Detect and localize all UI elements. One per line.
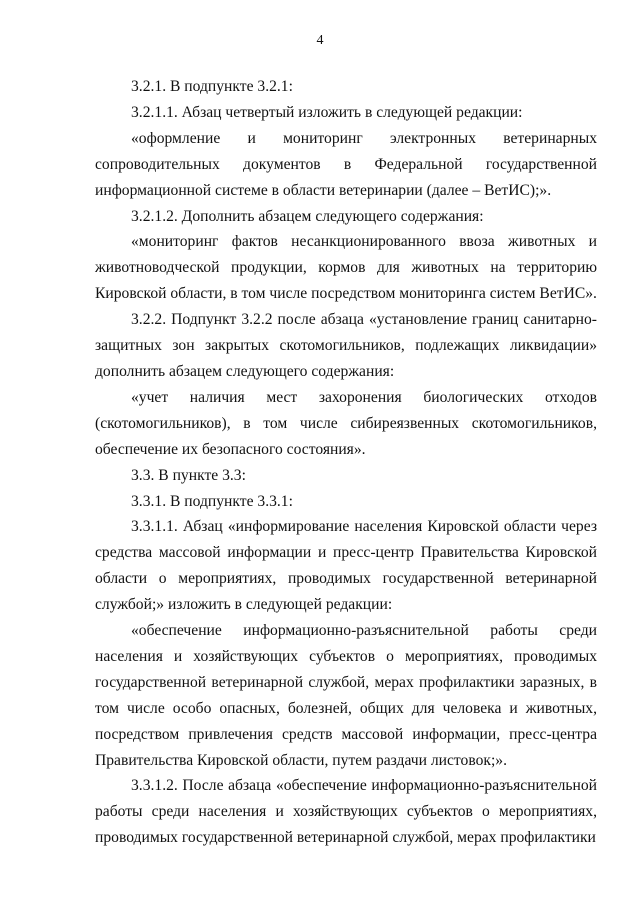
paragraph-quote-monitoring: «мониторинг фактов несанкционированного ввоза животных и животноводческой продукции, кормов для животных на территорию Кировской области, в том числе посредством мониторинга систем ВетИС». [95, 233, 597, 303]
document-body [95, 74, 597, 851]
paragraph-3-2-1: 3.2.1. В подпункте 3.2.1: [131, 78, 293, 95]
paragraph-3-3-1-1: 3.3.1.1. Абзац «информирование населения Кировской области через средства массовой информации и пресс-центр Правительства Кировской области о мероприятиях, проводимых государственной ветеринарной службой;» изложить в следующей редакции: [95, 518, 597, 614]
paragraph-quote-outreach: «обеспечение информационно-разъяснительной работы среди населения и хозяйствующих субъектов о мероприятиях, проводимых государственной ветеринарной службой, мерах профилактики заразных, в том числе особо опасных, болезней, общих для человека и животных, посредством привлечения средств массовой информации, пресс-центра Правительства Кировской области, путем раздачи листовок;». [95, 622, 597, 769]
paragraph-quote-burial: «учет наличия мест захоронения биологических отходов (скотомогильников), в том числе сибиреязвенных скотомогильников, обеспечение их безопасного состояния». [95, 388, 597, 458]
paragraph-quote-vetis: «оформление и мониторинг электронных ветеринарных сопроводительных документов в Федеральной государственной информационной системе в области ветеринарии (далее – ВетИС);». [95, 129, 597, 199]
paragraph-3-2-1-1: 3.2.1.1. Абзац четвертый изложить в следующей редакции: [131, 103, 523, 121]
paragraph-3-2-1-2: 3.2.1.2. Дополнить абзацем следующего содержания: [131, 207, 484, 225]
paragraph-3-3-1-2: 3.3.1.2. После абзаца «обеспечение информационно-разъяснительной работы среди населения и хозяйствующих субъектов о мероприятиях, проводимых государственной ветеринарной службой, мерах профилактики [95, 777, 597, 847]
paragraph-3-3-1: 3.3.1. В подпункте 3.3.1: [131, 492, 293, 510]
paragraph-3-3: 3.3. В пункте 3.3: [131, 466, 246, 484]
paragraph-3-2-2: 3.2.2. Подпункт 3.2.2 после абзаца «установление границ санитарно-защитных зон закрытых скотомогильников, подлежащих ликвидации» дополнить абзацем следующего содержания: [95, 311, 597, 380]
page-number: 4 [316, 33, 324, 48]
